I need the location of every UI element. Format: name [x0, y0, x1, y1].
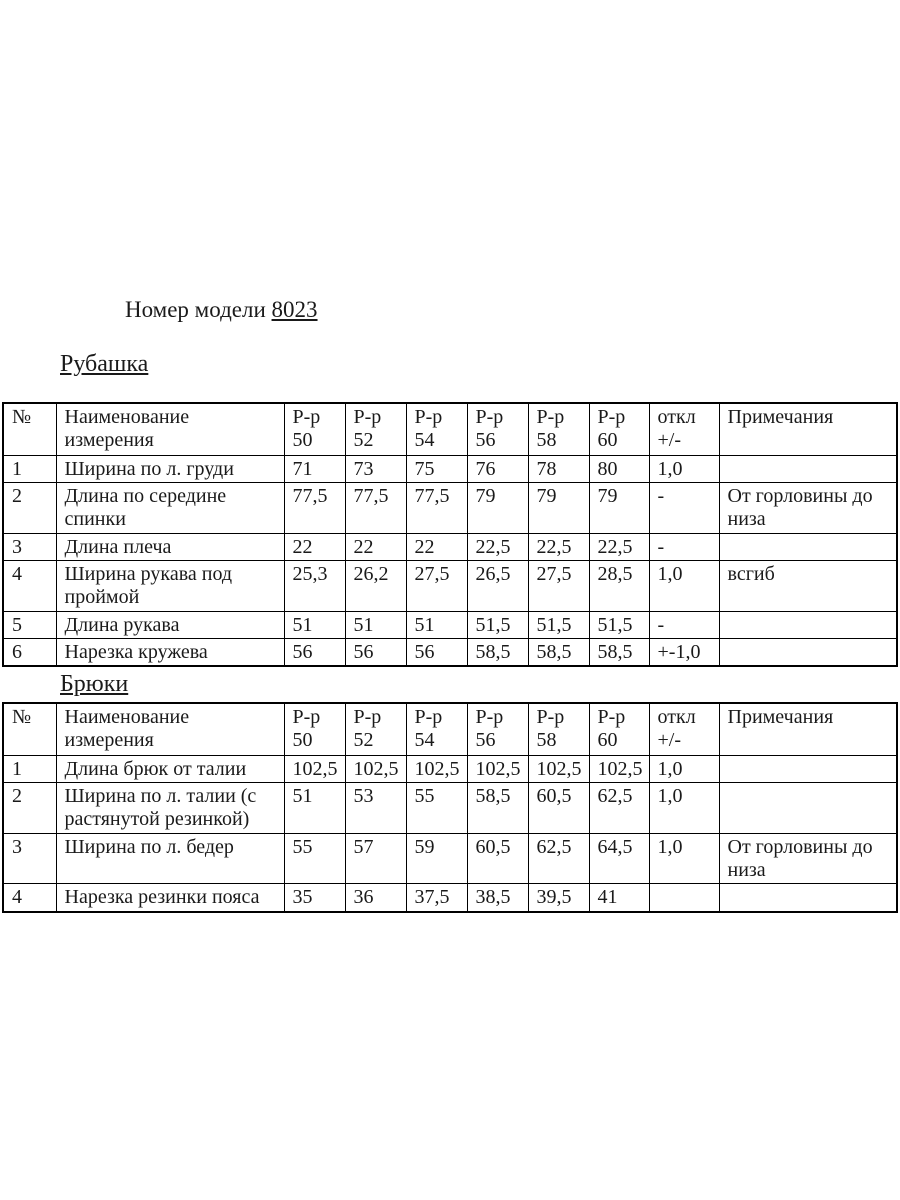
header-size-56: Р-р 56 — [467, 703, 528, 755]
section-heading-shirt: Рубашка — [60, 351, 149, 377]
document-title — [125, 297, 318, 323]
cell-size-value: 51 — [406, 611, 467, 638]
cell-size-value: 56 — [345, 638, 406, 666]
cell-row-num: 2 — [3, 782, 56, 833]
cell-size-value: 28,5 — [589, 560, 649, 611]
cell-measure-name: Ширина по л. бедер — [56, 833, 284, 883]
cell-size-value: 77,5 — [345, 482, 406, 533]
cell-deviation: - — [649, 482, 719, 533]
cell-size-value: 22,5 — [589, 533, 649, 560]
cell-row-num: 4 — [3, 560, 56, 611]
cell-size-value: 62,5 — [589, 782, 649, 833]
cell-size-value: 58,5 — [528, 638, 589, 666]
header-size-58: Р-р 58 — [528, 403, 589, 455]
cell-note — [719, 533, 897, 560]
cell-note: От горловины до низа — [719, 482, 897, 533]
cell-size-value: 73 — [345, 455, 406, 482]
cell-deviation: 1,0 — [649, 833, 719, 883]
table-header-row — [3, 703, 897, 755]
model-label: Номер модели — [125, 297, 266, 322]
cell-size-value: 102,5 — [345, 755, 406, 782]
cell-size-value: 62,5 — [528, 833, 589, 883]
table-row — [3, 782, 897, 833]
cell-note — [719, 455, 897, 482]
cell-size-value: 22 — [345, 533, 406, 560]
table-header-row — [3, 403, 897, 455]
header-notes: Примечания — [719, 703, 897, 755]
cell-note: От горловины до низа — [719, 833, 897, 883]
cell-size-value: 51,5 — [467, 611, 528, 638]
header-deviation: откл +/- — [649, 403, 719, 455]
cell-note — [719, 755, 897, 782]
cell-size-value: 41 — [589, 883, 649, 912]
cell-size-value: 51 — [284, 782, 345, 833]
header-num: № — [3, 703, 56, 755]
cell-deviation: - — [649, 533, 719, 560]
model-number: 8023 — [271, 297, 318, 322]
cell-size-value: 60,5 — [528, 782, 589, 833]
cell-size-value: 57 — [345, 833, 406, 883]
header-size-54: Р-р 54 — [406, 703, 467, 755]
cell-size-value: 102,5 — [467, 755, 528, 782]
cell-deviation — [649, 883, 719, 912]
table-row — [3, 611, 897, 638]
header-size-52: Р-р 52 — [345, 403, 406, 455]
header-deviation: откл +/- — [649, 703, 719, 755]
cell-size-value: 51 — [284, 611, 345, 638]
cell-measure-name: Длина по середине спинки — [56, 482, 284, 533]
cell-row-num: 3 — [3, 533, 56, 560]
cell-size-value: 25,3 — [284, 560, 345, 611]
cell-size-value: 26,5 — [467, 560, 528, 611]
table-row — [3, 455, 897, 482]
shirt-measurements-table — [2, 402, 898, 667]
cell-measure-name: Длина плеча — [56, 533, 284, 560]
header-size-50: Р-р 50 — [284, 403, 345, 455]
cell-size-value: 51,5 — [589, 611, 649, 638]
cell-size-value: 27,5 — [406, 560, 467, 611]
header-size-50: Р-р 50 — [284, 703, 345, 755]
cell-size-value: 53 — [345, 782, 406, 833]
cell-size-value: 37,5 — [406, 883, 467, 912]
cell-row-num: 2 — [3, 482, 56, 533]
cell-note — [719, 638, 897, 666]
cell-size-value: 36 — [345, 883, 406, 912]
cell-row-num: 6 — [3, 638, 56, 666]
cell-deviation: 1,0 — [649, 755, 719, 782]
cell-row-num: 1 — [3, 755, 56, 782]
cell-size-value: 64,5 — [589, 833, 649, 883]
cell-size-value: 22,5 — [467, 533, 528, 560]
cell-row-num: 4 — [3, 883, 56, 912]
cell-size-value: 79 — [467, 482, 528, 533]
header-size-54: Р-р 54 — [406, 403, 467, 455]
cell-deviation: - — [649, 611, 719, 638]
header-size-60: Р-р 60 — [589, 403, 649, 455]
table-row — [3, 755, 897, 782]
cell-measure-name: Нарезка кружева — [56, 638, 284, 666]
table-row — [3, 638, 897, 666]
cell-size-value: 102,5 — [589, 755, 649, 782]
cell-note — [719, 611, 897, 638]
cell-size-value: 79 — [589, 482, 649, 533]
section-heading-pants: Брюки — [60, 671, 129, 697]
cell-size-value: 58,5 — [467, 638, 528, 666]
cell-size-value: 27,5 — [528, 560, 589, 611]
cell-size-value: 102,5 — [284, 755, 345, 782]
cell-measure-name: Ширина по л. талии (с растянутой резинкой) — [56, 782, 284, 833]
cell-note: всгиб — [719, 560, 897, 611]
header-size-58: Р-р 58 — [528, 703, 589, 755]
cell-size-value: 79 — [528, 482, 589, 533]
cell-measure-name: Ширина по л. груди — [56, 455, 284, 482]
cell-size-value: 51 — [345, 611, 406, 638]
header-name: Наименование измерения — [56, 703, 284, 755]
cell-size-value: 77,5 — [406, 482, 467, 533]
header-size-56: Р-р 56 — [467, 403, 528, 455]
cell-size-value: 35 — [284, 883, 345, 912]
header-size-60: Р-р 60 — [589, 703, 649, 755]
table-row — [3, 833, 897, 883]
cell-size-value: 76 — [467, 455, 528, 482]
cell-size-value: 75 — [406, 455, 467, 482]
cell-size-value: 22 — [406, 533, 467, 560]
cell-deviation: 1,0 — [649, 455, 719, 482]
cell-measure-name: Нарезка резинки пояса — [56, 883, 284, 912]
cell-row-num: 1 — [3, 455, 56, 482]
cell-size-value: 78 — [528, 455, 589, 482]
header-num: № — [3, 403, 56, 455]
cell-row-num: 5 — [3, 611, 56, 638]
cell-size-value: 102,5 — [528, 755, 589, 782]
cell-measure-name: Длина брюк от талии — [56, 755, 284, 782]
pants-measurements-table — [2, 702, 898, 913]
cell-size-value: 39,5 — [528, 883, 589, 912]
cell-size-value: 80 — [589, 455, 649, 482]
cell-measure-name: Ширина рукава под проймой — [56, 560, 284, 611]
cell-row-num: 3 — [3, 833, 56, 883]
cell-deviation: +-1,0 — [649, 638, 719, 666]
cell-size-value: 22 — [284, 533, 345, 560]
cell-deviation: 1,0 — [649, 782, 719, 833]
cell-size-value: 22,5 — [528, 533, 589, 560]
cell-size-value: 26,2 — [345, 560, 406, 611]
header-size-52: Р-р 52 — [345, 703, 406, 755]
cell-note — [719, 782, 897, 833]
cell-size-value: 58,5 — [589, 638, 649, 666]
cell-size-value: 56 — [406, 638, 467, 666]
cell-size-value: 51,5 — [528, 611, 589, 638]
table-row — [3, 482, 897, 533]
cell-measure-name: Длина рукава — [56, 611, 284, 638]
cell-size-value: 55 — [406, 782, 467, 833]
table-row — [3, 533, 897, 560]
cell-size-value: 71 — [284, 455, 345, 482]
header-notes: Примечания — [719, 403, 897, 455]
cell-size-value: 60,5 — [467, 833, 528, 883]
cell-size-value: 102,5 — [406, 755, 467, 782]
table-row — [3, 883, 897, 912]
cell-size-value: 77,5 — [284, 482, 345, 533]
cell-size-value: 59 — [406, 833, 467, 883]
cell-size-value: 55 — [284, 833, 345, 883]
cell-note — [719, 883, 897, 912]
cell-size-value: 58,5 — [467, 782, 528, 833]
cell-size-value: 38,5 — [467, 883, 528, 912]
cell-deviation: 1,0 — [649, 560, 719, 611]
table-row — [3, 560, 897, 611]
cell-size-value: 56 — [284, 638, 345, 666]
header-name: Наименование измерения — [56, 403, 284, 455]
